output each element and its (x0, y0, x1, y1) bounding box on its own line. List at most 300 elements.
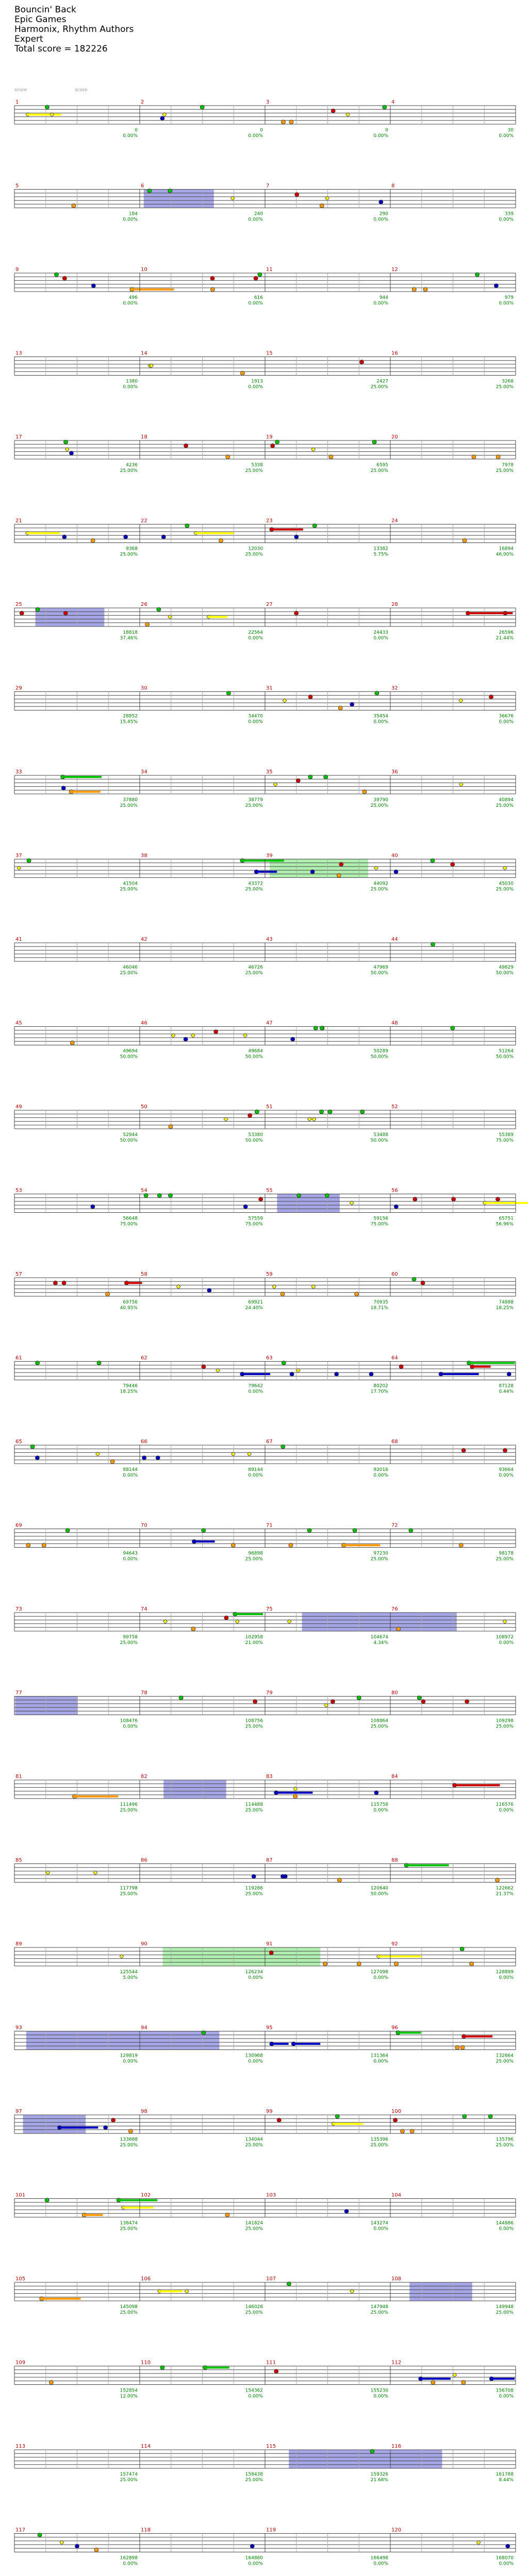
measure-percent: 25.00% (496, 384, 514, 390)
note-gem (320, 1110, 324, 1114)
measure-score: 0 (260, 128, 263, 133)
measure-number: 54 (141, 1188, 147, 1194)
measure-number: 27 (266, 602, 273, 607)
measure-number: 56 (391, 1188, 398, 1194)
measure-number: 71 (266, 1522, 273, 1529)
measure-score: 164880 (245, 2555, 263, 2561)
measure-percent: 0.00% (248, 636, 263, 641)
sustain-tail (406, 1865, 449, 1867)
measure-number: 13 (15, 350, 22, 357)
measure-number: 65 (15, 1439, 22, 1445)
measure-number: 38 (141, 853, 147, 859)
note-gem (314, 1026, 318, 1030)
note-gem (36, 1361, 40, 1365)
note-gem (45, 2198, 49, 2202)
note-gem (307, 1529, 311, 1533)
measure-percent: 25.00% (370, 803, 388, 808)
note-gem (399, 1365, 403, 1369)
note-gem (91, 284, 95, 288)
note-gem (42, 1543, 46, 1547)
measure-number: 10 (141, 267, 147, 273)
note-gem (161, 535, 166, 539)
measure-number: 47 (266, 1020, 273, 1026)
note-gem (104, 2126, 108, 2130)
sustain-tail (464, 2036, 493, 2038)
measure-score: 944 (379, 295, 388, 300)
measure-score: 13382 (373, 546, 388, 552)
measure-number: 2 (141, 99, 144, 105)
note-gem (258, 273, 262, 277)
measure-percent: 25.00% (245, 1808, 263, 1813)
measure-percent: 25.00% (245, 2310, 263, 2315)
note-gem (409, 1529, 413, 1533)
note-gem (210, 276, 214, 280)
measure-score: 70935 (373, 1300, 388, 1305)
measure-score: 69921 (248, 1300, 263, 1305)
measure-percent: 0.44% (499, 1389, 514, 1395)
note-gem (160, 2366, 164, 2370)
note-gem (259, 1197, 263, 1201)
measure-number: 40 (391, 853, 398, 859)
measure-percent: 0.00% (373, 636, 388, 641)
sustain-tail (159, 2290, 182, 2292)
measure-percent: 0.00% (248, 719, 263, 725)
sustain-tail (84, 2214, 103, 2216)
measure-number: 35 (266, 769, 273, 775)
measure-number: 14 (141, 350, 147, 357)
sustain-tail (235, 1613, 263, 1615)
song-title: Bouncin' Back (14, 5, 76, 15)
note-gem (394, 1205, 398, 1209)
measure-number: 80 (391, 1690, 398, 1696)
measure-score: 496 (128, 295, 138, 300)
note-gem (461, 2380, 466, 2384)
note-gem (160, 116, 164, 121)
sustain-tail (378, 1955, 421, 1957)
sustain-tail (293, 2043, 320, 2045)
measure-percent: 0.00% (123, 1556, 138, 1562)
note-gem (275, 440, 279, 444)
measure-score: 6595 (376, 463, 388, 468)
measure-score: 12030 (248, 546, 263, 552)
note-gem (280, 1292, 285, 1296)
note-gem (394, 870, 398, 874)
note-gem (494, 284, 498, 288)
highlight-region (270, 859, 368, 878)
measure-number: 67 (266, 1439, 273, 1445)
measure-percent: 25.00% (496, 1724, 514, 1730)
note-gem (475, 273, 480, 277)
measure-number: 33 (15, 769, 22, 775)
note-gem (489, 695, 493, 699)
measure-score: 24433 (373, 630, 388, 635)
note-gem (184, 1037, 188, 1041)
note-gem (362, 790, 367, 794)
song-difficulty: Expert (14, 34, 43, 44)
measure-score: 119286 (245, 1886, 263, 1891)
note-gem (252, 1874, 256, 1878)
measure-number: 9 (15, 267, 19, 273)
note-gem (379, 200, 383, 204)
note-gem (64, 440, 68, 444)
note-gem (374, 1791, 378, 1795)
note-gem (30, 1445, 35, 1449)
measure-score: 158438 (245, 2472, 263, 2477)
sustain-tail (119, 2199, 157, 2201)
measure-score: 1380 (126, 379, 138, 384)
note-gem (53, 1281, 57, 1285)
note-gem (410, 2129, 414, 2133)
note-gem (106, 1292, 110, 1296)
measure-number: 110 (141, 2360, 151, 2366)
measure-score: 88144 (123, 1467, 138, 1472)
sustain-tail (398, 2032, 421, 2034)
measure-percent: 75.00% (370, 1222, 388, 1227)
measure-percent: 21.37% (496, 1891, 514, 1897)
note-gem (325, 1194, 329, 1198)
measure-percent: 0.00% (373, 133, 388, 139)
highlight-region (163, 1780, 226, 1799)
measure-score: 111496 (120, 1802, 138, 1807)
measure-number: 32 (391, 685, 398, 691)
highlight-region (163, 1947, 321, 1966)
measure-percent: 25.00% (496, 2143, 514, 2148)
measure-score: 108972 (496, 1635, 514, 1640)
measure-number: 62 (141, 1355, 147, 1361)
measure-score: 96898 (248, 1551, 263, 1556)
measure-number: 93 (15, 2025, 22, 2031)
measure-percent: 25.00% (120, 971, 138, 976)
measure-percent: 25.00% (245, 971, 263, 976)
measure-percent: 0.00% (373, 2394, 388, 2399)
highlight-region (289, 2450, 442, 2468)
measure-percent: 0.00% (248, 2394, 263, 2399)
measure-number: 52 (391, 1104, 398, 1110)
measure-number: 99 (266, 2109, 273, 2114)
measure-percent: 0.00% (248, 301, 263, 306)
note-gem (38, 2533, 42, 2537)
measure-number: 83 (266, 1774, 273, 1780)
measure-percent: 25.00% (245, 2143, 263, 2148)
note-gem (169, 1125, 173, 1129)
highlight-region (277, 1194, 340, 1213)
measure-number: 75 (266, 1606, 273, 1612)
note-gem (357, 1962, 361, 1966)
measure-percent: 0.00% (123, 2561, 138, 2567)
measure-number: 120 (391, 2527, 402, 2533)
measure-score: 102958 (245, 1635, 263, 1640)
sustain-tail (421, 2378, 451, 2380)
note-gem (35, 1456, 39, 1460)
sustain-tail (491, 2378, 515, 2380)
sustain-tail (485, 1202, 528, 1204)
measure-score: 125544 (120, 1970, 138, 1975)
note-gem (240, 371, 244, 375)
measure-score: 132664 (496, 2053, 514, 2059)
note-gem (320, 1026, 324, 1030)
measure-score: 34470 (248, 714, 263, 719)
note-gem (168, 189, 172, 193)
note-gem (62, 1281, 66, 1285)
measure-score: 0 (135, 128, 138, 133)
measure-number: 37 (15, 853, 22, 859)
sustain-tail (256, 871, 277, 873)
note-gem (168, 1194, 172, 1198)
measure-score: 161788 (496, 2472, 514, 2477)
measure-number: 119 (266, 2527, 276, 2533)
measure-number: 45 (15, 1020, 22, 1026)
measure-percent: 0.00% (499, 2561, 514, 2567)
measure-number: 59 (266, 1272, 273, 1277)
highlight-region (26, 2031, 220, 2050)
note-gem (281, 1445, 285, 1449)
note-gem (503, 1448, 507, 1452)
measure-percent: 0.00% (373, 2059, 388, 2064)
measure-number: 48 (391, 1020, 398, 1026)
measure-score: 38779 (248, 798, 263, 803)
measure-number: 66 (141, 1439, 147, 1445)
measure-score: 46046 (123, 965, 138, 970)
measure-score: 154362 (245, 2388, 263, 2394)
measure-number: 1 (15, 99, 19, 105)
measure-score: 52944 (123, 1132, 138, 1138)
measure-score: 89144 (248, 1467, 263, 1472)
note-gem (45, 105, 49, 109)
sustain-tail (196, 532, 234, 534)
note-gem (357, 1696, 361, 1700)
note-gem (69, 451, 73, 455)
note-gem (496, 1197, 500, 1201)
note-gem (393, 2118, 398, 2122)
measure-number: 3 (266, 99, 270, 105)
measure-score: 156708 (496, 2388, 514, 2394)
note-gem (431, 2380, 435, 2384)
note-gem (271, 444, 275, 448)
measure-number: 90 (141, 1941, 147, 1947)
note-gem (417, 1696, 421, 1700)
measure-percent: 0.00% (123, 1724, 138, 1730)
note-gem (337, 1878, 341, 1882)
measure-number: 95 (266, 2025, 273, 2031)
measure-score: 94643 (123, 1551, 138, 1556)
highlight-region (23, 2115, 86, 2133)
measure-number: 58 (141, 1272, 147, 1277)
measure-percent: 0.00% (499, 719, 514, 725)
measure-score: 18818 (123, 630, 138, 635)
measure-score: 92016 (373, 1467, 388, 1472)
measure-percent: 0.00% (499, 1640, 514, 1646)
measure-number: 105 (15, 2276, 26, 2282)
measure-number: 106 (141, 2276, 151, 2282)
note-gem (110, 1460, 114, 1464)
measure-percent: 21.68% (370, 2478, 388, 2483)
measure-number: 86 (141, 1857, 147, 1863)
measure-percent: 25.00% (120, 468, 138, 473)
measure-number: 16 (391, 350, 398, 357)
note-gem (423, 287, 427, 292)
measure-score: 5338 (251, 463, 263, 468)
note-gem (65, 1529, 70, 1533)
measure-score: 53380 (248, 1132, 263, 1138)
measure-score: 57559 (248, 1216, 263, 1222)
note-gem (294, 535, 299, 539)
note-gem (431, 942, 435, 946)
measure-score: 3268 (502, 379, 514, 384)
song-artist: Epic Games (14, 14, 67, 25)
note-gem (360, 1110, 365, 1114)
measure-score: 69756 (123, 1300, 138, 1305)
note-gem (124, 535, 128, 539)
measure-score: 141824 (245, 2221, 263, 2226)
note-gem (281, 120, 285, 124)
note-gem (338, 706, 342, 710)
note-gem (277, 2118, 281, 2122)
note-gem (320, 204, 324, 208)
measure-score: 108756 (245, 1718, 263, 1724)
note-gem (207, 1289, 211, 1293)
measure-percent: 0.00% (373, 1975, 388, 1980)
note-gem (26, 1543, 30, 1547)
note-gem (460, 2045, 465, 2049)
measure-percent: 25.00% (120, 887, 138, 892)
measure-score: 134044 (245, 2137, 263, 2142)
note-gem (254, 276, 258, 280)
measure-percent: 25.00% (496, 803, 514, 808)
measure-score: 79446 (123, 1383, 138, 1389)
measure-percent: 25.00% (120, 1891, 138, 1897)
measure-score: 155230 (370, 2388, 388, 2394)
note-gem (350, 702, 354, 706)
note-gem (344, 2209, 349, 2213)
note-gem (359, 360, 364, 364)
measure-percent: 0.00% (248, 133, 263, 139)
note-gem (62, 535, 67, 539)
measure-score: 116576 (496, 1802, 514, 1807)
measure-number: 25 (15, 602, 22, 607)
note-gem (452, 1197, 456, 1201)
measure-score: 144886 (496, 2221, 514, 2226)
note-gem (370, 2449, 374, 2453)
note-gem (200, 105, 204, 109)
note-gem (128, 2129, 133, 2133)
measure-score: 87128 (499, 1383, 514, 1389)
measure-score: 22564 (248, 630, 263, 635)
measure-percent: 0.00% (248, 2059, 263, 2064)
measure-number: 23 (266, 518, 273, 524)
measure-number: 100 (391, 2109, 402, 2114)
measure-number: 77 (15, 1690, 22, 1696)
sustain-tail (194, 1540, 214, 1543)
sustain-tail (71, 791, 100, 793)
measure-number: 7 (266, 183, 270, 189)
measure-percent: 25.00% (370, 468, 388, 473)
measure-percent: 75.00% (496, 1138, 514, 1143)
measure-number: 61 (15, 1355, 22, 1361)
measure-percent: 25.00% (245, 2226, 263, 2232)
measure-number: 94 (141, 2025, 147, 2031)
sustain-tail (455, 1784, 500, 1786)
measure-percent: 17.70% (370, 1389, 388, 1395)
measure-number: 63 (266, 1355, 273, 1361)
measure-score: 149948 (496, 2304, 514, 2310)
measure-number: 29 (15, 685, 22, 691)
measure-number: 11 (266, 267, 273, 273)
note-gem (250, 2544, 254, 2548)
measure-score: 127098 (370, 1970, 388, 1975)
measure-number: 87 (266, 1857, 273, 1863)
measure-score: 49829 (499, 965, 514, 970)
measure-percent: 0.00% (499, 217, 514, 223)
note-gem (459, 1543, 463, 1547)
measure-number: 91 (266, 1941, 273, 1947)
note-gem (472, 455, 476, 459)
measure-score: 36676 (499, 714, 514, 719)
note-gem (62, 276, 67, 280)
note-gem (179, 1696, 183, 1700)
note-gem (291, 1037, 295, 1041)
sustain-tail (272, 529, 303, 531)
measure-number: 22 (141, 518, 147, 524)
measure-score: 143274 (370, 2221, 388, 2226)
measure-score: 979 (504, 295, 514, 300)
measure-number: 24 (391, 518, 398, 524)
sustain-tail (59, 2127, 98, 2129)
note-gem (111, 2118, 116, 2122)
measure-number: 4 (391, 99, 395, 105)
measure-number: 12 (391, 267, 398, 273)
measure-number: 20 (391, 434, 398, 440)
measure-score: 122662 (496, 1886, 514, 1891)
note-gem (253, 1700, 257, 1704)
measure-number: 21 (15, 518, 22, 524)
measure-score: 104674 (370, 1635, 388, 1640)
note-gem (335, 2114, 339, 2119)
note-gem (451, 862, 455, 867)
sustain-tail (123, 2207, 153, 2209)
measure-percent: 0.00% (373, 301, 388, 306)
note-gem (289, 1543, 293, 1547)
note-gem (412, 287, 416, 292)
sustain-tail (441, 1373, 479, 1375)
measure-score: 46726 (248, 965, 263, 970)
note-gem (287, 2282, 291, 2286)
measure-percent: 0.00% (248, 1975, 263, 1980)
note-gem (72, 204, 76, 208)
highlight-region (409, 2282, 472, 2301)
note-gem (144, 1194, 148, 1198)
measure-percent: 75.00% (245, 1222, 263, 1227)
note-gem (372, 440, 376, 444)
measure-percent: 0.00% (248, 384, 263, 390)
measure-score: 115758 (370, 1802, 388, 1807)
measure-percent: 25.00% (245, 1556, 263, 1562)
measure-score: 166498 (370, 2555, 388, 2561)
measure-percent: 0.00% (373, 1808, 388, 1813)
measure-score: 108476 (120, 1718, 138, 1724)
note-gem (329, 455, 333, 459)
sustain-tail (472, 1366, 491, 1368)
measure-percent: 24.40% (245, 1306, 263, 1311)
measure-percent: 25.00% (370, 1556, 388, 1562)
measure-score: 1913 (251, 379, 263, 384)
note-gem (147, 189, 152, 193)
measure-score: 162898 (120, 2555, 138, 2561)
note-gem (27, 859, 31, 863)
measure-percent: 25.00% (245, 887, 263, 892)
measure-score: 147948 (370, 2304, 388, 2310)
measure-number: 55 (266, 1188, 273, 1194)
measure-score: 108864 (370, 1718, 388, 1724)
